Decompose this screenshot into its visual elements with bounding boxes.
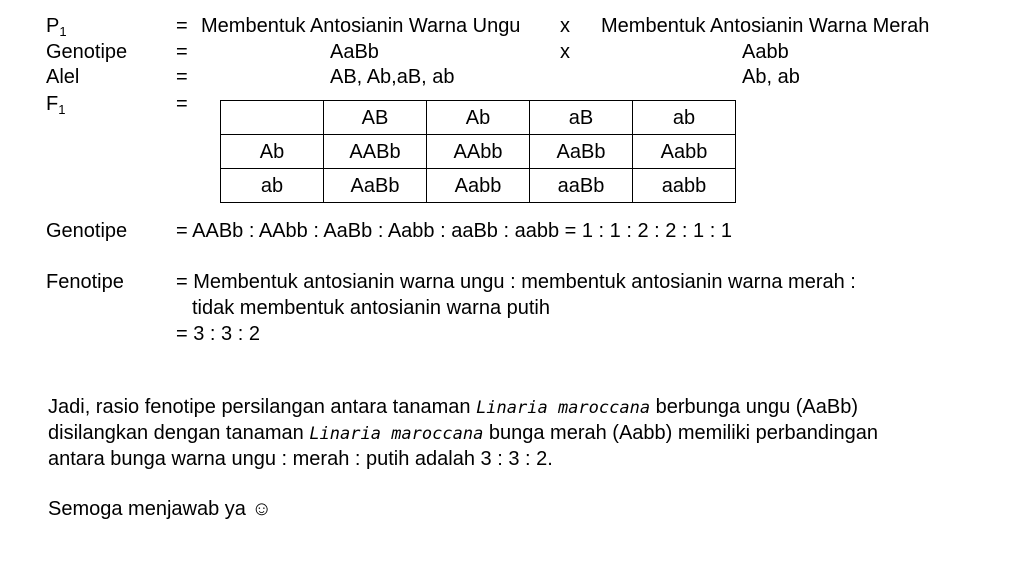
table-cell: Aabb (633, 135, 736, 169)
p1-label: $P_1$ (46, 15, 67, 39)
table-cell: Aabb (427, 169, 530, 203)
f1-label: $F_1$ (46, 93, 66, 117)
table-cell: AAbb (427, 135, 530, 169)
parent1-alleles: AB, Ab,aB, ab (330, 66, 455, 88)
table-row (221, 169, 736, 203)
conclusion-line-2: disilangkan dengan tanaman Linaria maroccana bunga merah (Aabb) memiliki perbandingan (48, 422, 878, 444)
table-cell: AaBb (530, 135, 633, 169)
genotype-equals: = (176, 41, 188, 63)
parent2-phenotype: Membentuk Antosianin Warna Merah (601, 15, 930, 37)
genotype-cross-sign: x (560, 41, 570, 63)
conclusion-line-1: Jadi, rasio fenotipe persilangan antara tanaman Linaria maroccana berbunga ungu (AaBb) (48, 396, 858, 418)
table-cell: AABb (324, 135, 427, 169)
closing-remark: Semoga menjawab ya ☺ (48, 498, 272, 520)
cross-sign: x (560, 15, 570, 37)
genotype-ratio: = AABb : AAbb : AaBb : Aabb : aaBb : aabb = 1 : 1 : 2 : 2 : 1 : 1 (176, 220, 732, 242)
punnett-square (220, 100, 736, 203)
phenotype-summary-label: Fenotipe (46, 271, 124, 293)
table-cell (221, 101, 324, 135)
table-cell: aabb (633, 169, 736, 203)
table-cell: AB (324, 101, 427, 135)
genotype-label: Genotipe (46, 41, 128, 63)
table-cell: Ab (427, 101, 530, 135)
conclusion-line-3: antara bunga warna ungu : merah : putih adalah 3 : 3 : 2. (48, 448, 553, 470)
table-cell: Ab (221, 135, 324, 169)
table-cell: ab (221, 169, 324, 203)
parent1-phenotype: Membentuk Antosianin Warna Ungu (201, 15, 521, 37)
species-name: Linaria maroccana (476, 398, 651, 418)
table-cell: aaBb (530, 169, 633, 203)
species-name: Linaria maroccana (309, 424, 484, 444)
parent2-alleles: Ab, ab (742, 66, 800, 88)
phenotype-line-2: tidak membentuk antosianin warna putih (192, 297, 550, 319)
table-row (221, 135, 736, 169)
allele-equals: = (176, 66, 188, 88)
table-cell: aB (530, 101, 633, 135)
f1-equals: = (176, 93, 188, 115)
p1-equals: = (176, 15, 188, 37)
table-cell: ab (633, 101, 736, 135)
phenotype-line-1: = Membentuk antosianin warna ungu : membentuk antosianin warna merah : (176, 271, 856, 293)
table-header-row (221, 101, 736, 135)
parent2-genotype: Aabb (742, 41, 789, 63)
genotype-summary-label: Genotipe (46, 220, 128, 242)
table-cell: AaBb (324, 169, 427, 203)
allele-label: Alel (46, 66, 80, 88)
parent1-genotype: AaBb (330, 41, 379, 63)
phenotype-ratio: = 3 : 3 : 2 (176, 323, 260, 345)
